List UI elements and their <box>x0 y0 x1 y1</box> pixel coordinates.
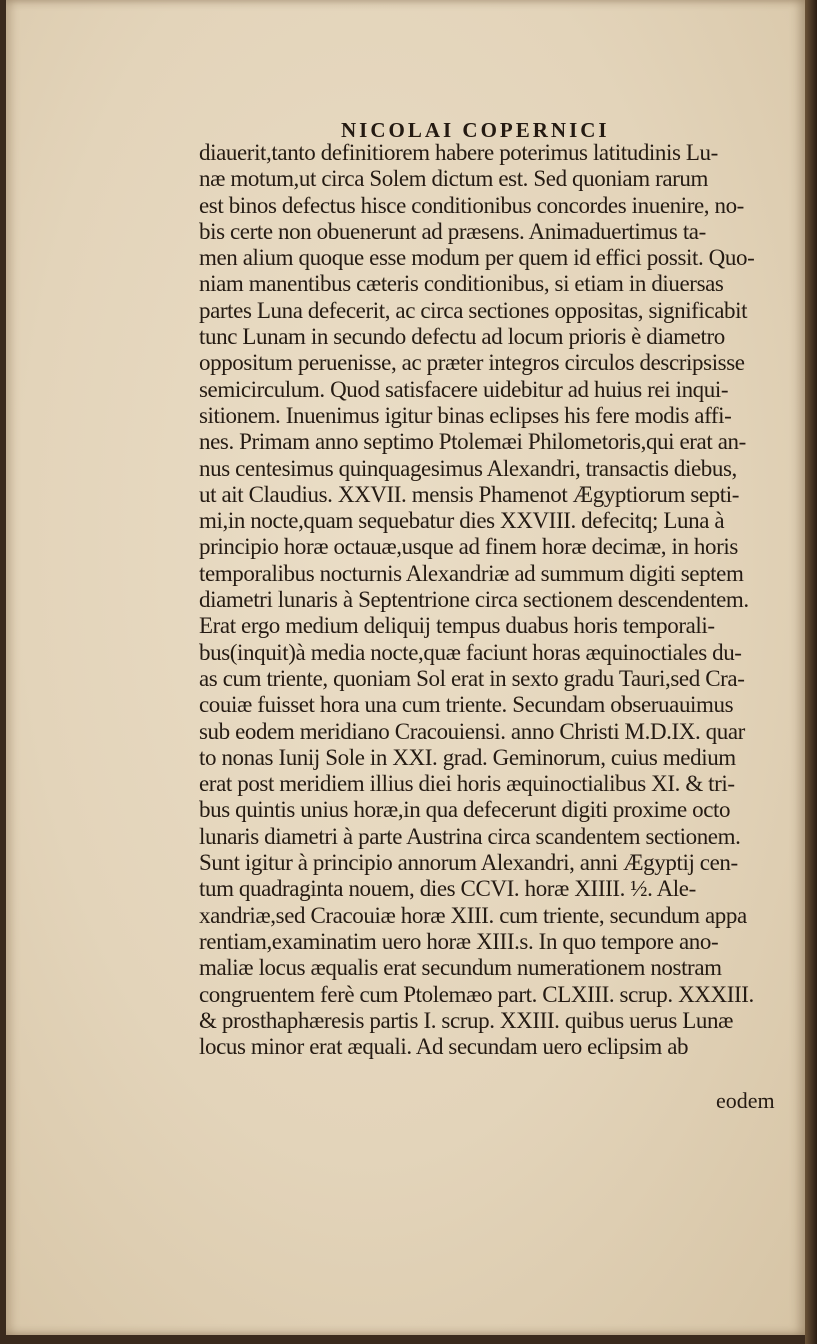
text-line: niam manentibus cæteris conditionibus, si etiam in diuersas <box>199 271 724 297</box>
text-line: principio horæ octauæ,usque ad finem horæ decimæ, in horis <box>199 534 738 560</box>
text-line: diametri lunaris à Septentrione circa sectionem descendentem. <box>199 587 749 613</box>
catchword: eodem <box>716 1088 775 1113</box>
text-line: bus(inquit)à media nocte,quæ faciunt horas æquinoctiales du- <box>199 639 742 665</box>
text-line: as cum triente, quoniam Sol erat in sexto gradu Tauri,sed Cra- <box>199 665 745 691</box>
text-line: semicirculum. Quod satisfacere uidebitur ad huius rei inqui- <box>199 376 729 402</box>
text-line: bis certe non obuenerunt ad præsens. Animaduertimus ta- <box>199 218 706 244</box>
text-line: lunaris diametri à parte Austrina circa scandentem sectionem. <box>199 823 741 849</box>
text-line: oppositum peruenisse, ac præter integros circulos descripsisse <box>199 350 745 376</box>
body-text <box>199 140 789 1060</box>
text-line: nes. Primam anno septimo Ptolemæi Philometoris,qui erat an- <box>199 429 746 455</box>
text-line: to nonas Iunij Sole in XXI. grad. Geminorum, cuius medium <box>199 744 736 770</box>
text-line: nus centesimus quinquagesimus Alexandri, transactis diebus, <box>199 455 737 481</box>
text-line: diauerit,tanto definitiorem habere poterimus latitudinis Lu- <box>199 140 718 165</box>
text-line: Sunt igitur à principio annorum Alexandri, anni Ægyptij cen- <box>199 850 738 876</box>
text-line: sub eodem meridiano Cracouiensi. anno Christi M.D.IX. quar <box>199 718 745 744</box>
text-line: est binos defectus hisce conditionibus concordes inuenire, no- <box>199 192 744 218</box>
text-line: tunc Lunam in secundo defectu ad locum prioris è diametro <box>199 324 725 350</box>
text-line: & prosthaphæresis partis I. scrup. XXIII. quibus uerus Lunæ <box>199 1007 734 1033</box>
text-line: men alium quoque esse modum per quem id effici possit. Quo- <box>199 245 755 271</box>
running-head: NICOLAI COPERNICI <box>341 118 610 142</box>
text-line: Erat ergo medium deliquij tempus duabus horis temporali- <box>199 613 715 639</box>
text-line: ut ait Claudius. XXVII. mensis Phamenot Ægyptiorum septi- <box>199 481 740 507</box>
text-line: partes Luna defecerit, ac circa sectiones oppositas, significabit <box>199 297 748 323</box>
text-line: erat post meridiem illius diei horis æquinoctialibus XI. & tri- <box>199 771 735 797</box>
text-line: congruentem ferè cum Ptolemæo part. CLXIII. scrup. XXXIII. <box>199 981 754 1007</box>
text-line: mi,in nocte,quam sequebatur dies XXVIII. defecitq; Luna à <box>199 508 725 534</box>
text-line: bus quintis unius horæ,in qua defecerunt digiti proxime octo <box>199 797 731 823</box>
text-line: couiæ fuisset hora una cum triente. Secundam obseruauimus <box>199 692 734 718</box>
text-line: xandriæ,sed Cracouiæ horæ XIII. cum triente, secundum appa <box>199 902 747 928</box>
text-line: næ motum,ut circa Solem dictum est. Sed quoniam rarum <box>199 166 708 192</box>
text-line: locus minor erat æquali. Ad secundam uero eclipsim ab <box>199 1034 689 1060</box>
book-page <box>6 0 806 1335</box>
text-line: sitionem. Inuenimus igitur binas eclipses his fere modis affi- <box>199 402 732 428</box>
book-edge <box>805 0 817 1344</box>
text-line: tum quadraginta nouem, dies CCVI. horæ XIIII. ½. Ale- <box>199 876 696 902</box>
text-line: temporalibus nocturnis Alexandriæ ad summum digiti septem <box>199 560 744 586</box>
text-line: maliæ locus æqualis erat secundum numerationem nostram <box>199 955 722 981</box>
text-line: rentiam,examinatim uero horæ XIII.s. In quo tempore ano- <box>199 928 719 954</box>
